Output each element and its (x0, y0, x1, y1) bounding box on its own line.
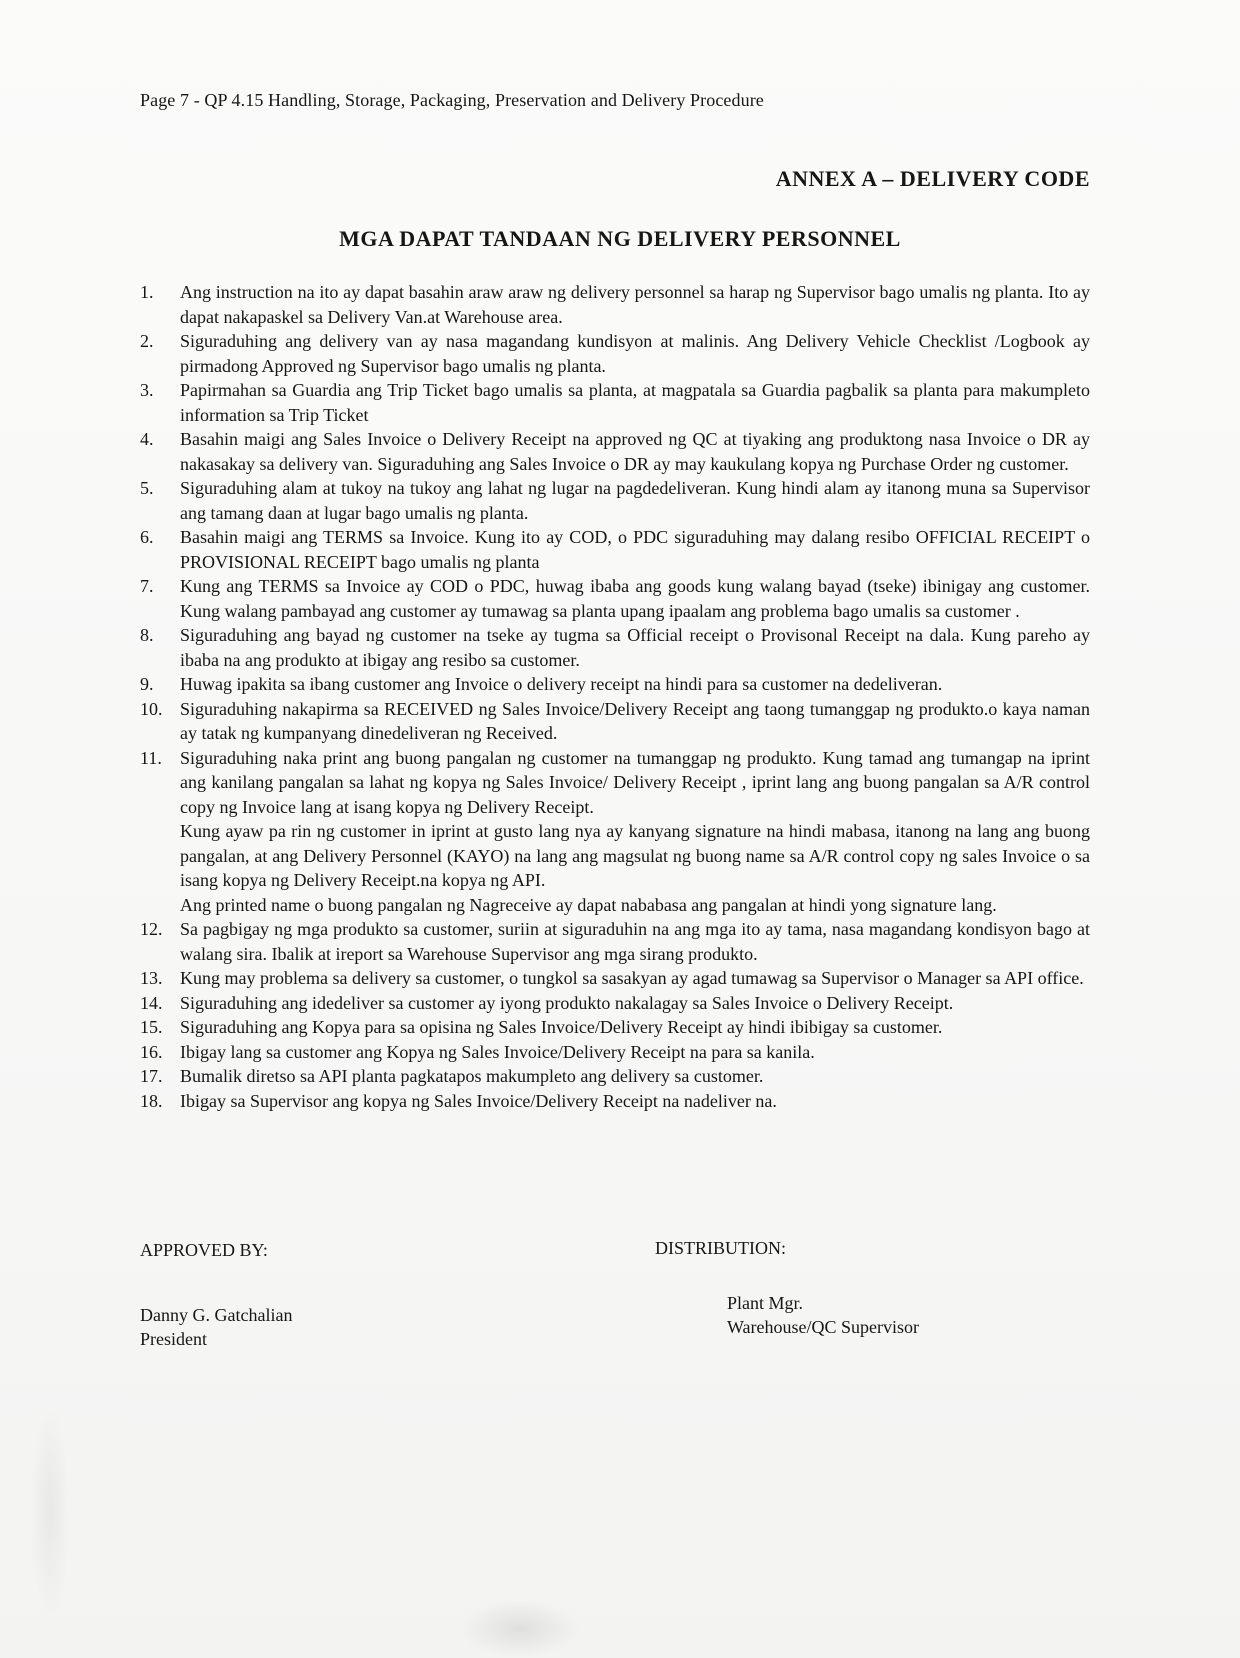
page-header: Page 7 - QP 4.15 Handling, Storage, Packaging, Preservation and Delivery Procedure (140, 90, 764, 110)
instruction-item (140, 329, 1090, 378)
item-number: 10. (140, 698, 163, 719)
item-text (180, 966, 1090, 991)
item-text (180, 329, 1090, 378)
instruction-item (140, 746, 1090, 918)
approval-block (140, 1238, 292, 1352)
item-number: 15. (140, 1017, 163, 1037)
item-number: 13. (140, 968, 163, 988)
item-text (180, 1040, 1090, 1065)
item-number: 5. (140, 478, 154, 498)
instruction-item (140, 378, 1090, 427)
instruction-item (140, 1064, 1090, 1089)
item-paragraph: Siguraduhing nakapirma sa RECEIVED ng Sales Invoice/Delivery Receipt ang taong tumanggap ng produkto.o kaya naman ay tatak ng kumpanyang dinedeliveran ng Received. (180, 698, 1090, 743)
annex-title: ANNEX A – DELIVERY CODE (775, 166, 1090, 191)
item-paragraph: Huwag ipakita sa ibang customer ang Invoice o delivery receipt na hindi para sa customer na dedeliveran. (180, 674, 943, 694)
instruction-item (140, 280, 1090, 329)
item-text (180, 427, 1090, 476)
item-text (180, 525, 1090, 574)
instruction-list (140, 280, 1090, 1113)
item-paragraph: Kung ang TERMS sa Invoice ay COD o PDC, huwag ibaba ang goods kung walang bayad (tseke) ibinigay ang customer. Kung walang pambayad ang customer ay tumawag sa planta upang ipaalam ang problema bago umalis sa customer . (180, 576, 1090, 621)
item-paragraph: Basahin maigi ang TERMS sa Invoice. Kung ito ay COD, o PDC siguraduhing may dalang resibo OFFICIAL RECEIPT o PROVISIONAL RECEIPT bago umalis ng planta (180, 527, 1090, 572)
item-paragraph: Siguraduhing ang idedeliver sa customer ay iyong produkto nakalagay sa Sales Invoice o Delivery Receipt. (180, 992, 954, 1013)
distribution-label: DISTRIBUTION: (655, 1238, 786, 1258)
item-number: 7. (140, 576, 154, 596)
item-number: 3. (140, 380, 154, 400)
approved-by-label: APPROVED BY: (140, 1240, 268, 1260)
item-text (180, 991, 1090, 1016)
item-number: 1. (140, 282, 154, 302)
item-paragraph: Sa pagbigay ng mga produkto sa customer, suriin at siguraduhin na ang mga ito ay tama, nasa magandang kondisyon bago at walang sira. Ibalik at ireport sa Warehouse Supervisor ang mga sirang produkto. (180, 919, 1090, 964)
item-text (180, 476, 1090, 525)
item-paragraph: Ang instruction na ito ay dapat basahin araw araw ng delivery personnel sa harap ng Supervisor bago umalis ng planta. Ito ay dapat nakapaskel sa Delivery Van.at Warehouse area. (180, 282, 1090, 327)
item-paragraph: Siguraduhing ang Kopya para sa opisina ng Sales Invoice/Delivery Receipt ay hindi ibibigay sa customer. (180, 1017, 943, 1037)
instruction-item (140, 1040, 1090, 1065)
item-text (180, 574, 1090, 623)
instruction-item (140, 991, 1090, 1016)
item-paragraph: Ibigay lang sa customer ang Kopya ng Sales Invoice/Delivery Receipt na para sa kanila. (180, 1041, 815, 1062)
item-number: 4. (140, 429, 154, 449)
item-number: 6. (140, 527, 154, 547)
item-text (180, 623, 1090, 672)
item-text (180, 378, 1090, 427)
item-paragraph: Kung ayaw pa rin ng customer in iprint at gusto lang nya ay kanyang signature na hindi mabasa, itanong na lang ang buong pangalan, at ang Delivery Personnel (KAYO) na lang ang magsulat ng buong name sa A/R control copy ng sales Invoice o sa isang kopya ng Delivery Receipt.na kopya ng API. (180, 821, 1090, 890)
instruction-item (140, 672, 1090, 697)
distribution-recipient: Plant Mgr. (727, 1292, 804, 1313)
instruction-item (140, 525, 1090, 574)
item-paragraph: Siguraduhing ang bayad ng customer na tseke ay tugma sa Official receipt o Provisonal Receipt na dala. Kung pareho ay ibaba na ang produkto at ibigay ang resibo sa customer. (180, 625, 1090, 670)
instruction-item (140, 427, 1090, 476)
item-text (180, 1064, 1090, 1089)
approver-name: Danny G. Gatchalian (140, 1304, 293, 1325)
item-number: 17. (140, 1066, 163, 1086)
item-number: 18. (140, 1090, 163, 1111)
item-paragraph: Bumalik diretso sa API planta pagkatapos makumpleto ang delivery sa customer. (180, 1066, 764, 1086)
item-paragraph: Siguraduhing alam at tukoy na tukoy ang lahat ng lugar na pagdedeliveran. Kung hindi alam ay itanong muna sa Supervisor ang tamang daan at lugar bago umalis ng planta. (180, 478, 1090, 523)
scan-smudge (30, 1400, 70, 1620)
item-paragraph: Ang printed name o buong pangalan ng Nagreceive ay dapat nababasa ang pangalan at hindi yong signature lang. (180, 894, 997, 915)
item-number: 16. (140, 1041, 163, 1062)
approver-title: President (140, 1329, 207, 1349)
item-paragraph: Siguraduhing naka print ang buong pangalan ng customer na tumanggap ng produkto. Kung tamad ang tumangap na iprint ang kanilang pangalan sa lahat ng kopya ng Sales Invoice/ Delivery Receipt , iprint lang ang buong pangalan sa A/R control copy ng Invoice lang at isang kopya ng Delivery Receipt. (180, 747, 1090, 817)
item-number: 2. (140, 331, 154, 351)
item-text (180, 1015, 1090, 1040)
item-paragraph: Basahin maigi ang Sales Invoice o Delivery Receipt na approved ng QC at tiyaking ang produktong nasa Invoice o DR ay nakasakay sa delivery van. Siguraduhing ang Sales Invoice o DR ay may kaukulang kopya ng Purchase Order ng customer. (180, 429, 1090, 474)
instruction-item (140, 623, 1090, 672)
item-number: 12. (140, 919, 163, 939)
instruction-item (140, 1015, 1090, 1040)
item-text (180, 697, 1090, 746)
item-paragraph: Ibigay sa Supervisor ang kopya ng Sales Invoice/Delivery Receipt na nadeliver na. (180, 1090, 777, 1111)
item-text (180, 917, 1090, 966)
instruction-item (140, 697, 1090, 746)
item-text (180, 280, 1090, 329)
instruction-item (140, 574, 1090, 623)
instruction-item (140, 966, 1090, 991)
instruction-item (140, 476, 1090, 525)
instruction-item (140, 917, 1090, 966)
main-title: MGA DAPAT TANDAAN NG DELIVERY PERSONNEL (339, 226, 901, 251)
item-paragraph: Kung may problema sa delivery sa customer, o tungkol sa sasakyan ay agad tumawag sa Supervisor o Manager sa API office. (180, 968, 1084, 988)
item-number: 14. (140, 992, 163, 1013)
distribution-recipient: Warehouse/QC Supervisor (727, 1317, 920, 1337)
scan-smudge (460, 1600, 580, 1658)
item-text (180, 672, 1090, 697)
item-number: 8. (140, 625, 154, 645)
instruction-item (140, 1089, 1090, 1114)
item-paragraph: Papirmahan sa Guardia ang Trip Ticket bago umalis sa planta, at magpatala sa Guardia pagbalik sa planta para makumpleto information sa Trip Ticket (180, 380, 1090, 425)
item-paragraph: Siguraduhing ang delivery van ay nasa magandang kundisyon at malinis. Ang Delivery Vehicle Checklist /Logbook ay pirmadong Approved ng Supervisor bago umalis ng planta. (180, 331, 1090, 376)
item-text (180, 1089, 1090, 1114)
distribution-block (655, 1236, 919, 1340)
item-text (180, 746, 1090, 918)
item-number: 9. (140, 674, 154, 694)
item-number: 11. (140, 747, 162, 768)
